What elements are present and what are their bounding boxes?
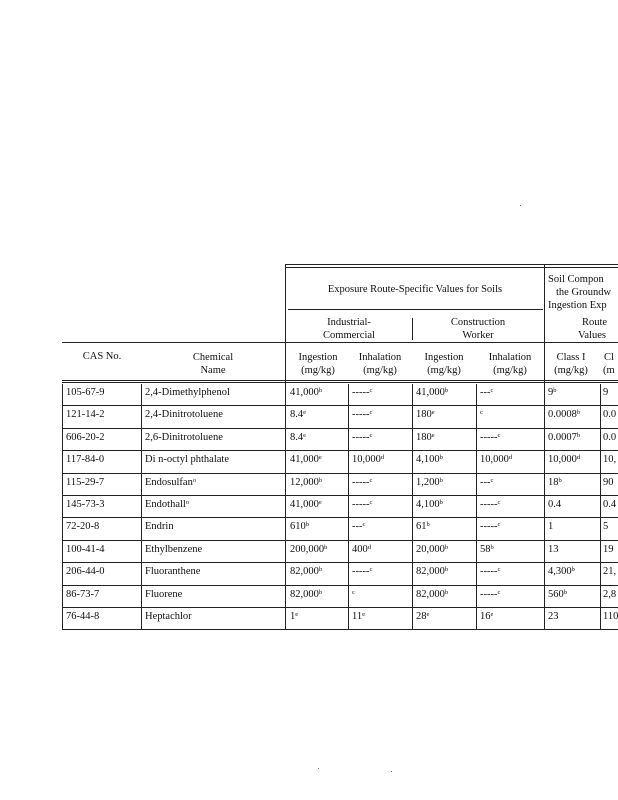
footnote-marker: b [324, 543, 328, 551]
cell-value: 105-67-9 [66, 387, 105, 398]
table-cell-ic_inh [352, 454, 384, 466]
table-cell-cw_ing [416, 544, 448, 556]
footnote-marker: c [480, 409, 483, 417]
cell-value: 58 [480, 543, 491, 555]
table-cell-ic_inh [352, 566, 372, 578]
table-cell-name [145, 387, 230, 399]
col-cas: CAS No. [82, 351, 122, 362]
cell-value: 145-73-3 [66, 499, 105, 510]
footnote-marker: c [490, 387, 494, 394]
cell-value: 10,000 [352, 454, 381, 466]
footnote-marker: e [362, 611, 366, 618]
table-cell-class2 [603, 589, 616, 601]
table-top-border [286, 264, 618, 265]
table-cell-ic_ing [290, 566, 322, 578]
cell-value: 180 [416, 409, 432, 421]
cell-value: Ethylbenzene [145, 543, 203, 555]
cell-value: 82,000 [290, 566, 319, 578]
footnote-marker: o [185, 499, 190, 506]
footnote-marker: b [490, 543, 494, 551]
col-cw-inh-1: Inhalation [488, 352, 532, 363]
cell-value: --- [352, 521, 363, 533]
cell-value: 8.4 [290, 409, 304, 421]
table-row [0, 429, 618, 451]
table-cell-class1 [548, 589, 567, 601]
table-cell-class1 [548, 454, 580, 466]
cell-value: 2,4-Dimethylphenol [145, 387, 230, 398]
table-row [0, 451, 618, 473]
cell-value: 41,000 [290, 387, 319, 398]
cell-value: 115-29-7 [66, 476, 105, 488]
cell-value: 13 [548, 543, 559, 555]
col-class1-1: Class I [556, 352, 586, 363]
cell-value: 0.0 [603, 431, 617, 443]
table-cell-ic_inh [352, 521, 365, 533]
cell-value: 10,000 [548, 454, 577, 466]
table-cell-class1 [548, 499, 561, 511]
col-ic-ing-2: (mg/kg) [301, 365, 335, 376]
footnote-marker: d [380, 454, 385, 462]
table-cell-class1 [548, 611, 559, 623]
table-cell-name [145, 589, 182, 601]
table-cell-ic_ing [290, 387, 322, 399]
table-cell-ic_inh [352, 611, 365, 623]
table-cell-ic_ing [290, 432, 306, 444]
col-ic-inh-2: (mg/kg) [363, 365, 397, 376]
soil-header-5: Values [578, 330, 606, 341]
table-cell-cas [66, 432, 105, 444]
footnote-marker: e [318, 454, 322, 462]
table-cell-name [145, 432, 223, 444]
footnote-marker: b [426, 521, 430, 529]
footnote-marker: b [444, 588, 449, 596]
cell-value: 0.4 [603, 499, 617, 510]
table-cell-ic_inh [352, 409, 372, 421]
footnote-marker: b [444, 543, 449, 551]
column-header-top [62, 342, 618, 343]
table-cell-ic_ing [290, 477, 322, 489]
cell-value: 121-14-2 [66, 409, 105, 421]
table-cell-ic_inh [352, 477, 372, 489]
cell-value: 206-44-0 [66, 566, 105, 578]
table-cell-cas [66, 499, 105, 511]
cell-value: 200,000 [290, 543, 325, 555]
col-class2-1: Cl [604, 352, 614, 363]
cell-value: ----- [352, 431, 370, 443]
footnote-marker: c [497, 566, 501, 574]
cell-value: 4,100 [416, 499, 440, 510]
cell-value: 41,000 [416, 387, 445, 398]
table-cell-cw_inh [480, 566, 500, 578]
footnote-marker: c [362, 521, 366, 529]
table-cell-cw_ing [416, 611, 429, 623]
table-cell-cas [66, 521, 99, 533]
table-cell-class2 [603, 409, 616, 421]
cell-value: 1 [548, 521, 554, 533]
table-cell-cw_inh [480, 477, 493, 489]
table-cell-ic_ing [290, 611, 298, 623]
footnote-marker: b [318, 566, 323, 574]
table-cell-class2 [603, 521, 608, 533]
table-cell-cw_ing [416, 387, 448, 399]
cell-value: 1 [290, 611, 296, 622]
cell-value: 9 [603, 387, 609, 398]
table-cell-cas [66, 409, 105, 421]
table-cell-cas [66, 544, 105, 556]
cell-value: 10, [603, 454, 617, 466]
footnote-marker: c [369, 387, 373, 394]
col-class1-2: (mg/kg) [554, 365, 588, 376]
table-row [0, 406, 618, 428]
footnote-marker: e [431, 409, 435, 417]
footnote-marker: c [497, 431, 501, 439]
cell-value: Endrin [145, 521, 174, 533]
table-cell-ic_ing [290, 454, 322, 466]
table-cell-cas [66, 611, 99, 623]
footnote-marker: c [497, 521, 501, 529]
table-cell-ic_inh [352, 499, 372, 511]
table-top-border-inner [286, 267, 618, 268]
table-row [0, 518, 618, 540]
footnote-marker: c [369, 409, 373, 417]
table-cell-cas [66, 454, 104, 466]
footnote-marker: c [369, 476, 373, 484]
table-cell-name [145, 454, 229, 466]
table-cell-cw_inh [480, 611, 493, 623]
table-cell-cw_ing [416, 566, 448, 578]
footnote-marker: e [303, 409, 307, 417]
cell-value: 610 [290, 521, 306, 533]
cell-value: 16 [480, 611, 491, 622]
table-cell-cw_ing [416, 454, 443, 466]
table-row [0, 608, 618, 630]
footnote-marker: o [192, 476, 197, 484]
table-cell-cas [66, 387, 105, 399]
cell-value: Endothall [145, 499, 186, 510]
name-prefix: Di n [145, 454, 164, 466]
table-cell-cw_inh [480, 387, 493, 399]
cell-value: 100-41-4 [66, 543, 105, 555]
subgroup-divider [412, 318, 413, 340]
footnote-marker: c [497, 499, 501, 506]
table-row [0, 541, 618, 563]
cell-value: 76-44-8 [66, 611, 100, 622]
scan-speck [391, 771, 392, 772]
cell-value: 2,8 [603, 588, 617, 600]
footnote-marker: c [490, 476, 494, 484]
cell-value: Fluoranthene [145, 566, 201, 578]
table-cell-class1 [548, 477, 562, 489]
table-cell-class1 [548, 566, 575, 578]
cell-value: 18 [548, 476, 559, 488]
table-cell-class2 [603, 454, 616, 466]
table-cell-name [145, 611, 192, 623]
footnote-marker: b [305, 521, 309, 529]
cell-value: 2,6-Dinitrotoluene [145, 431, 223, 443]
footnote-marker: d [508, 454, 513, 462]
table-cell-cw_inh [480, 589, 500, 601]
footnote-marker: b [553, 387, 557, 394]
soil-header-3: Ingestion Exp [548, 300, 607, 311]
footnote-marker: b [444, 387, 449, 394]
table-cell-cw_inh [480, 409, 483, 421]
cell-value: 1,200 [416, 476, 440, 488]
table-cell-class1 [548, 387, 557, 399]
table-cell-cw_inh [480, 454, 512, 466]
cell-value: 560 [548, 588, 564, 600]
construction-header-1: Construction [450, 317, 506, 328]
table-cell-ic_inh [352, 589, 355, 601]
table-cell-name [145, 521, 174, 533]
table-cell-class2 [603, 477, 614, 489]
table-cell-cw_ing [416, 521, 430, 533]
table-cell-cw_inh [480, 432, 500, 444]
table-row [0, 384, 618, 406]
cell-value: 4,300 [548, 566, 572, 578]
col-name-1: Chemical [192, 352, 234, 363]
soil-header-1: Soil Compon [548, 274, 604, 285]
footnote-marker: d [367, 543, 371, 551]
col-name-2: Name [200, 365, 226, 376]
cell-value: 4,100 [416, 454, 440, 466]
footnote-marker: b [563, 588, 567, 596]
soil-header-2: the Groundw [556, 287, 612, 298]
footnote-marker: d [576, 454, 581, 462]
table-cell-cw_ing [416, 432, 435, 444]
cell-value: Fluorene [145, 588, 183, 600]
table-cell-class2 [603, 611, 618, 623]
cell-value: 11 [352, 611, 363, 622]
table-cell-cw_inh [480, 521, 500, 533]
footnote-marker: b [571, 566, 575, 574]
cell-value: 10,000 [480, 454, 509, 466]
table-cell-cw_ing [416, 477, 443, 489]
cell-value: 23 [548, 611, 559, 622]
scan-speck [520, 205, 521, 206]
cell-value: 20,000 [416, 543, 445, 555]
cell-value: 28 [416, 611, 427, 622]
table-cell-class2 [603, 387, 608, 399]
cell-value: -octyl phthalate [163, 454, 229, 466]
col-cw-ing-2: (mg/kg) [427, 365, 461, 376]
cell-value: 72-20-8 [66, 521, 100, 533]
table-cell-class2 [603, 499, 616, 511]
table-cell-cas [66, 477, 104, 489]
table-cell-cw_ing [416, 499, 443, 511]
cell-value: Endosulfan [145, 476, 193, 488]
cell-value: 606-20-2 [66, 431, 105, 443]
footnote-marker: e [431, 431, 435, 439]
table-row [0, 586, 618, 608]
cell-value: 19 [603, 543, 614, 555]
col-ic-inh-1: Inhalation [358, 352, 402, 363]
table-cell-name [145, 566, 200, 578]
table-cell-ic_ing [290, 521, 309, 533]
col-cw-inh-2: (mg/kg) [493, 365, 527, 376]
col-ic-ing-1: Ingestion [298, 352, 338, 363]
cell-value: --- [480, 476, 491, 488]
footnote-marker: c [497, 588, 501, 596]
table-cell-cw_inh [480, 544, 494, 556]
footnote-marker: c [352, 588, 355, 596]
footnote-marker: c [369, 431, 373, 439]
cell-value: 0.0 [603, 409, 617, 421]
cell-value: ----- [480, 499, 498, 510]
table-row [0, 563, 618, 585]
footnote-marker: e [295, 611, 299, 618]
footnote-marker: b [576, 431, 581, 439]
cell-value: ----- [352, 476, 370, 488]
footnote-marker: e [426, 611, 430, 618]
table-cell-ic_inh [352, 544, 371, 556]
cell-value: ----- [352, 499, 370, 510]
cell-value: 180 [416, 431, 432, 443]
table-cell-ic_inh [352, 432, 372, 444]
table-cell-cas [66, 589, 99, 601]
col-cw-ing-1: Ingestion [424, 352, 464, 363]
construction-header-2: Worker [462, 330, 494, 341]
group-header: Exposure Route-Specific Values for Soils [327, 284, 503, 295]
table-cell-name [145, 409, 223, 421]
footnote-marker: b [558, 476, 562, 484]
table-cell-class1 [548, 521, 553, 533]
cell-value: 82,000 [290, 588, 319, 600]
cell-value: ----- [352, 566, 370, 578]
footnote-marker: b [576, 409, 581, 417]
group-header-underline [288, 309, 543, 310]
table-row [0, 474, 618, 496]
table-cell-ic_ing [290, 499, 322, 511]
table-cell-class2 [603, 544, 614, 556]
table-cell-class1 [548, 432, 580, 444]
cell-value: ----- [480, 566, 498, 578]
cell-value: 110 [603, 611, 618, 622]
column-header-bottom-2 [62, 382, 618, 383]
table-cell-ic_ing [290, 409, 306, 421]
cell-value: ----- [480, 431, 498, 443]
table-cell-cw_ing [416, 409, 435, 421]
cell-value: --- [480, 387, 491, 398]
footnote-marker: e [303, 431, 307, 439]
table-cell-class2 [603, 432, 616, 444]
cell-value: 8.4 [290, 431, 304, 443]
table-cell-class1 [548, 409, 580, 421]
cell-value: 82,000 [416, 566, 445, 578]
row-bottom-rule [62, 629, 618, 630]
table-cell-class1 [548, 544, 559, 556]
table-row [0, 496, 618, 518]
cell-value: 2,4-Dinitrotoluene [145, 409, 223, 421]
table-cell-ic_inh [352, 387, 372, 399]
table-cell-class2 [603, 566, 616, 578]
footnote-marker: e [490, 611, 494, 618]
cell-value: 90 [603, 476, 614, 488]
cell-value: 21, [603, 566, 617, 578]
cell-value: 86-73-7 [66, 588, 100, 600]
table-cell-ic_ing [290, 589, 322, 601]
footnote-marker: b [318, 387, 323, 394]
footnote-marker: e [318, 499, 322, 506]
cell-value: 0.0007 [548, 431, 577, 443]
footnote-marker: c [369, 499, 373, 506]
cell-value: 400 [352, 543, 368, 555]
cell-value: 117-84-0 [66, 454, 105, 466]
cell-value: 12,000 [290, 476, 319, 488]
footnote-marker: b [318, 588, 323, 596]
cell-value: 41,000 [290, 499, 319, 510]
scan-speck [318, 768, 319, 769]
footnote-marker: b [439, 454, 443, 462]
footnote-marker: c [369, 566, 373, 574]
cell-value: Heptachlor [145, 611, 192, 622]
footnote-marker: b [439, 476, 443, 484]
cell-value: ----- [480, 588, 498, 600]
cell-value: 9 [548, 387, 554, 398]
industrial-header-2: Commercial [323, 330, 375, 341]
cell-value: 82,000 [416, 588, 445, 600]
cell-value: 0.4 [548, 499, 562, 510]
table-cell-ic_ing [290, 544, 327, 556]
cell-value: 41,000 [290, 454, 319, 466]
table-cell-cw_ing [416, 589, 448, 601]
column-header-bottom [62, 380, 618, 381]
footnote-marker: b [444, 566, 449, 574]
table-cell-cas [66, 566, 105, 578]
cell-value: 0.0008 [548, 409, 577, 421]
cell-value: ----- [352, 409, 370, 421]
table-cell-cw_inh [480, 499, 500, 511]
footnote-marker: b [318, 476, 323, 484]
table-cell-name [145, 477, 196, 489]
soil-header-4: Route [582, 317, 608, 328]
cell-value: ----- [480, 521, 498, 533]
table-cell-name [145, 544, 202, 556]
table-cell-name [145, 499, 189, 511]
footnote-marker: b [439, 499, 443, 506]
industrial-header-1: Industrial- [327, 317, 371, 328]
cell-value: 61 [416, 521, 427, 533]
cell-value: ----- [352, 387, 370, 398]
col-class2-2: (m [603, 365, 615, 376]
cell-value: 5 [603, 521, 609, 533]
